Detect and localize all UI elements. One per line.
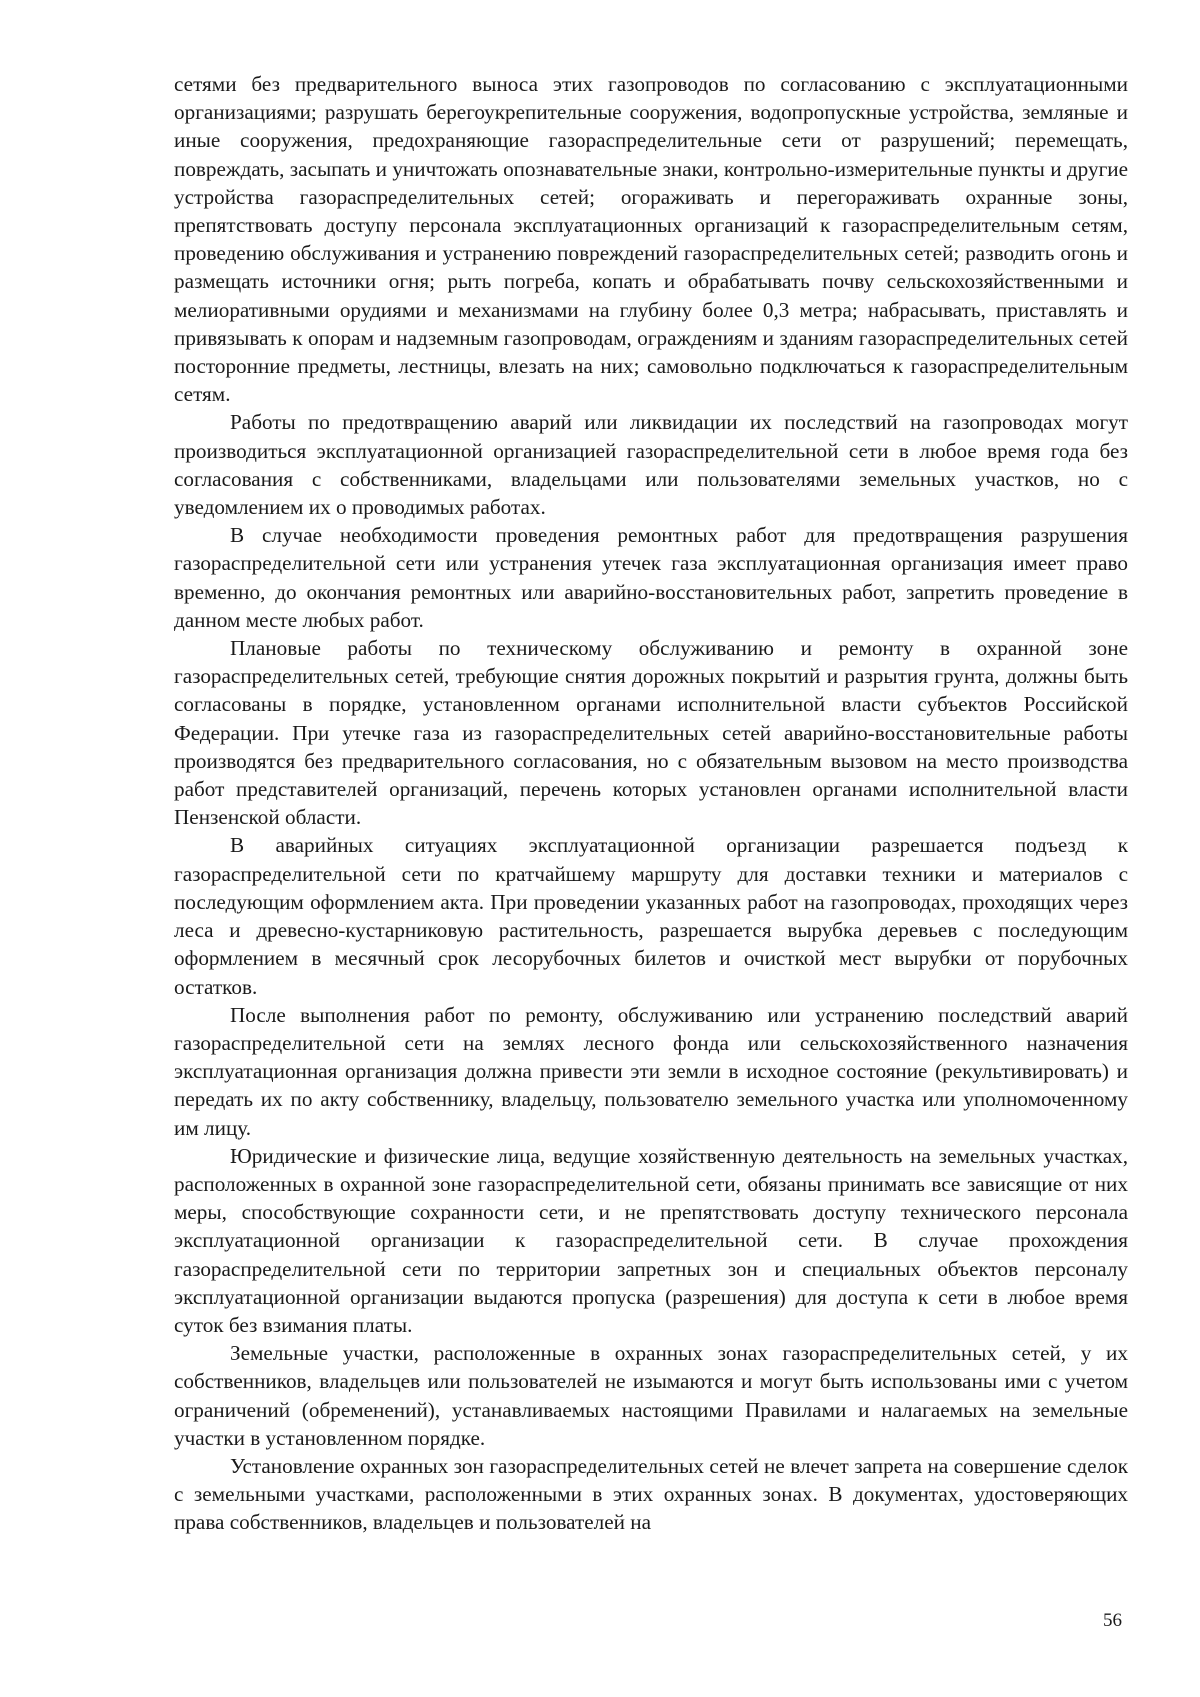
paragraph-5: В аварийных ситуациях эксплуатационной организации разрешается подъезд к газораспределительной сети по кратчайшему маршруту для доставки техники и материалов с последующим оформлением акта. При проведении указанных работ на газопроводах, проходящих через леса и древесно-кустарниковую растительность, разрешается вырубка деревьев с последующим оформлением в месячный срок лесорубочных билетов и очисткой мест вырубки от порубочных остатков. bbox=[174, 833, 1128, 999]
page-number: 56 bbox=[1103, 1610, 1122, 1631]
paragraph-2: Работы по предотвращению аварий или ликвидации их последствий на газопроводах могут производиться эксплуатационной организацией газораспределительной сети в любое время года без согласования с собственниками, владельцами или пользователями земельных участков, но с уведомлением их о проводимых работах. bbox=[174, 410, 1128, 520]
paragraph-9: Установление охранных зон газораспределительных сетей не влечет запрета на совершение сделок с земельными участками, расположенными в этих охранных зонах. В документах, удостоверяющих права собственников, владельцев и пользователей на bbox=[174, 1453, 1128, 1535]
paragraph-7: Юридические и физические лица, ведущие хозяйственную деятельность на земельных участках, расположенных в охранной зоне газораспределительной сети, обязаны принимать все зависящие от них меры, способствующие сохранности сети, и не препятствовать доступу технического персонала эксплуатационной организации к газораспределительной сети. В случае прохождения газораспределительной сети по территории запретных зон и специальных объектов персоналу эксплуатационной организации выдаются пропуска (разрешения) для доступа к сети в любое время суток без взимания платы. bbox=[174, 1143, 1128, 1337]
paragraph-4: Плановые работы по техническому обслуживанию и ремонту в охранной зоне газораспределительных сетей, требующие снятия дорожных покрытий и разрытия грунта, должны быть согласованы в порядке, установленном органами исполнительной власти субъектов Российской Федерации. При утечке газа из газораспределительных сетей аварийно-восстановительные работы производятся без предварительного согласования, но с обязательным вызовом на место производства работ представителей организаций, перечень которых установлен органами исполнительной власти Пензенской области. bbox=[174, 636, 1128, 830]
paragraph-8: Земельные участки, расположенные в охранных зонах газораспределительных сетей, у их собственников, владельцев или пользователей не изымаются и могут быть использованы ими с учетом ограничений (обременений), устанавливаемых настоящими Правилами и налагаемых на земельные участки в установленном порядке. bbox=[174, 1341, 1128, 1450]
paragraph-3: В случае необходимости проведения ремонтных работ для предотвращения разрушения газораспределительной сети или устранения утечек газа эксплуатационная организация имеет право временно, до окончания ремонтных или аварийно-восстановительных работ, запретить проведение в данном месте любых работ. bbox=[174, 523, 1128, 632]
paragraph-1: сетями без предварительного выноса этих газопроводов по согласованию с эксплуатационными организациями; разрушать берегоукрепительные сооружения, водопропускные устройства, земляные и иные сооружения, предохраняющие газораспределительные сети от разрушений; перемещать, повреждать, засыпать и уничтожать опознавательные знаки, контрольно-измерительные пункты и другие устройства газораспределительных сетей; огораживать и перегораживать охранные зоны, препятствовать доступу персонала эксплуатационных организаций к газораспределительным сетям, проведению обслуживания и устранению повреждений газораспределительных сетей; разводить огонь и размещать источники огня; рыть погреба, копать и обрабатывать почву сельскохозяйственными и мелиоративными орудиями и механизмами на глубину более 0,3 метра; набрасывать, приставлять и привязывать к опорам и надземным газопроводам, ограждениям и зданиям газораспределительных сетей посторонние предметы, лестницы, влезать на них; самовольно подключаться к газораспределительным сетям. bbox=[174, 72, 1128, 407]
paragraph-6: После выполнения работ по ремонту, обслуживанию или устранению последствий аварий газораспределительной сети на землях лесного фонда или сельскохозяйственного назначения эксплуатационная организация должна привести эти земли в исходное состояние (рекультивировать) и передать их по акту собственнику, владельцу, пользователю земельного участка или уполномоченному им лицу. bbox=[174, 1002, 1128, 1140]
document-page bbox=[174, 70, 1128, 1537]
